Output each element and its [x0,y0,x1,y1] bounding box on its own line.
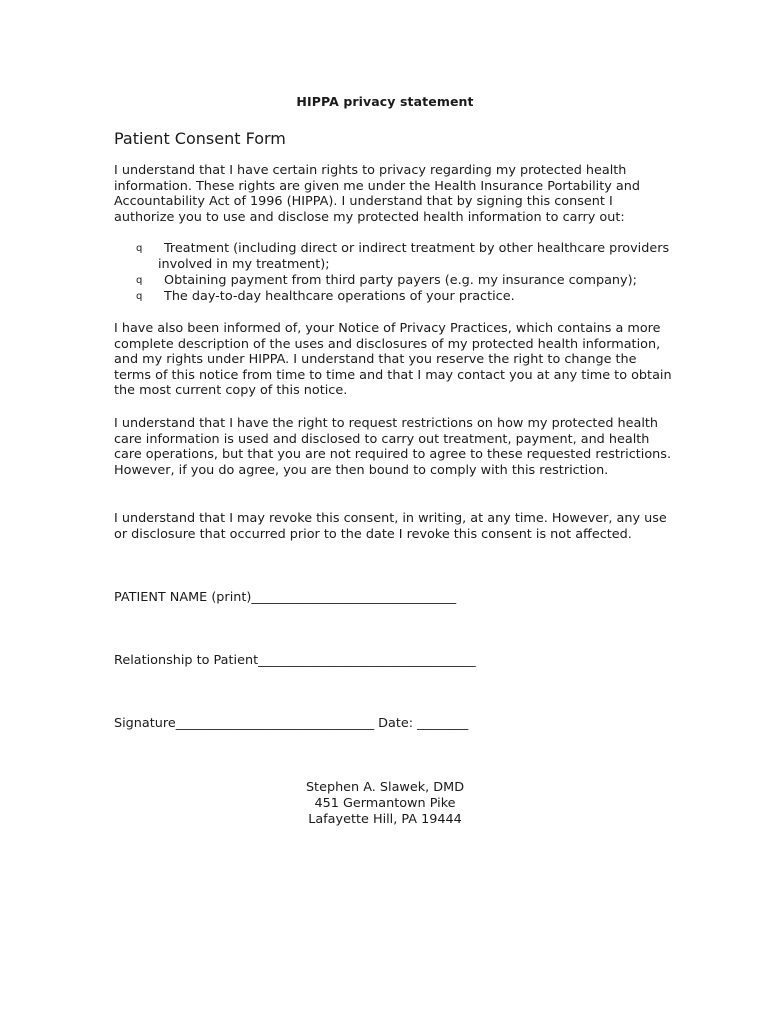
relationship-field[interactable]: Relationship to Patient__________________________________ [114,653,476,668]
bullet-icon: q [136,275,143,286]
list-item-text: Treatment (including direct or indirect treatment by other healthcare providers involved in my treatment); [158,241,670,272]
list-item-text: Obtaining payment from third party payers (e.g. my insurance company); [164,273,637,288]
authorized-uses-list [114,241,674,305]
restrictions-paragraph: I understand that I have the right to request restrictions on how my protected health care information is used and disclosed to carry out treatment, payment, and health care operations, but that you are not required to agree to these requested restrictions. However, if you do agree, you are then bound to comply with this restriction. [114,416,672,478]
practice-name: Stephen A. Slawek, DMD [305,780,465,795]
bullet-icon: q [136,243,143,254]
rights-paragraph: I understand that I have certain rights to privacy regarding my protected health information. These rights are given me under the Health Insurance Portability and Accountability Act of 1996 (HIPPA). I understand that by signing this consent I authorize you to use and disclose my protected health information to carry out: [114,163,640,225]
practice-address [114,780,656,828]
list-item-text: The day-to-day healthcare operations of your practice. [164,289,515,304]
revocation-paragraph: I understand that I may revoke this consent, in writing, at any time. However, any use or disclosure that occurred prior to the date I revoke this consent is not affected. [114,511,667,542]
list-item [114,289,674,305]
patient-name-field[interactable]: PATIENT NAME (print)________________________________ [114,590,457,605]
practice-city: Lafayette Hill, PA 19444 [308,812,462,827]
privacy-notice-paragraph: I have also been informed of, your Notice of Privacy Practices, which contains a more complete description of the uses and disclosures of my protected health information, and my rights under HIPPA. I understand that you reserve the right to change the terms of this notice from time to time and that I may contact you at any time to obtain the most current copy of this notice. [114,321,672,399]
signature-date-field[interactable]: Signature_______________________________ Date: ________ [114,716,469,731]
bullet-icon: q [136,291,143,302]
list-item [114,273,674,289]
form-title: Patient Consent Form [114,129,286,148]
document-title: HIPPA privacy statement [296,94,474,109]
practice-street: 451 Germantown Pike [314,796,456,811]
list-item [114,241,674,273]
